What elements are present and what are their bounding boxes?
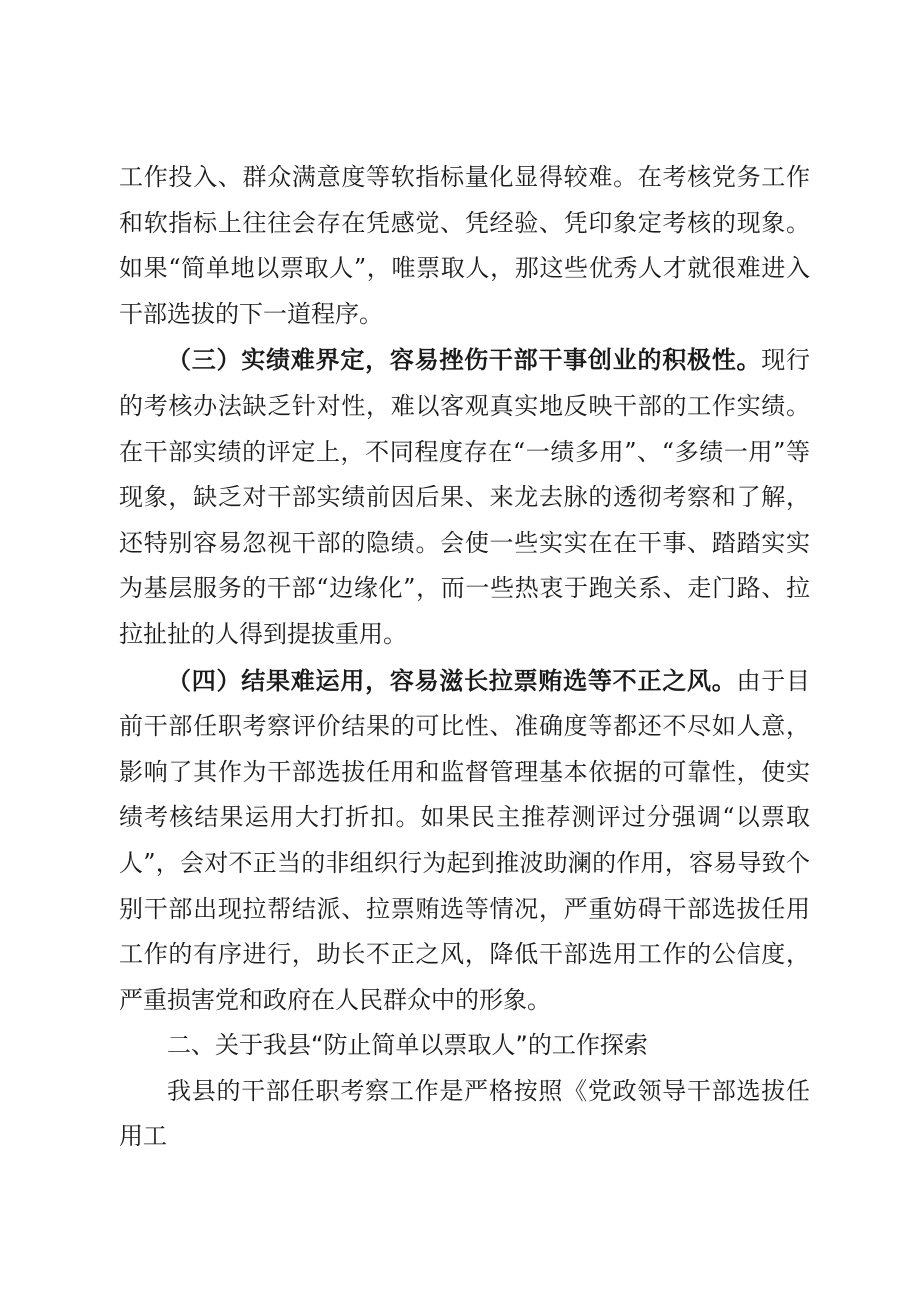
paragraph-3-lead: （四）结果难运用，容易滋长拉票贿选等不正之风。: [167, 665, 737, 695]
paragraph-3-text: 由于目前干部任职考察评价结果的可比性、准确度等都还不尽如人意，影响了其作为干部选拔任用和监督管理基本依据的可靠性，使实绩考核结果运用大打折扣。如果民主推荐测评过分强调“以票取人”，会对不正当的非组织行为起到推波助澜的作用，容易导致个别干部出现拉帮结派、拉票贿选等情况，严重妨碍干部选拔任用工作的有序进行，助长不正之风，降低干部选用工作的公信度，严重损害党和政府在人民群众中的形象。: [119, 666, 811, 1014]
paragraph-2-lead: （三）实绩难界定，容易挫伤干部干事创业的积极性。: [167, 345, 762, 375]
section-heading: 二、关于我县“防止简单以票取人”的工作探索: [167, 1031, 648, 1060]
paragraph-2-text: 现行的考核办法缺乏针对性，难以客观真实地反映干部的工作实绩。在干部实绩的评定上，不同程度存在“一绩多用”、“多绩一用”等现象，缺乏对干部实绩前因后果、来龙去脉的透彻考察和了解，还特别容易忽视干部的隐绩。会使一些实实在在干事、踏踏实实为基层服务的干部“边缘化”，而一些热衷于跑关系、走门路、拉拉扯扯的人得到提拔重用。: [119, 346, 811, 648]
paragraph-2: [119, 337, 810, 657]
document-body: [119, 155, 810, 1160]
paragraph-1-text: 工作投入、群众满意度等软指标量化显得较难。在考核党务工作和软指标上往往会存在凭感觉、凭经验、凭印象定考核的现象。如果“简单地以票取人”，唯票取人，那这些优秀人才就很难进入干部选拔的下一道程序。: [119, 163, 810, 328]
paragraph-3: [119, 658, 810, 1024]
paragraph-4: [119, 1069, 810, 1160]
paragraph-1: [119, 155, 810, 337]
paragraph-4-text: 我县的干部任职考察工作是严格按照《党政领导干部选拔任用工: [119, 1076, 810, 1151]
